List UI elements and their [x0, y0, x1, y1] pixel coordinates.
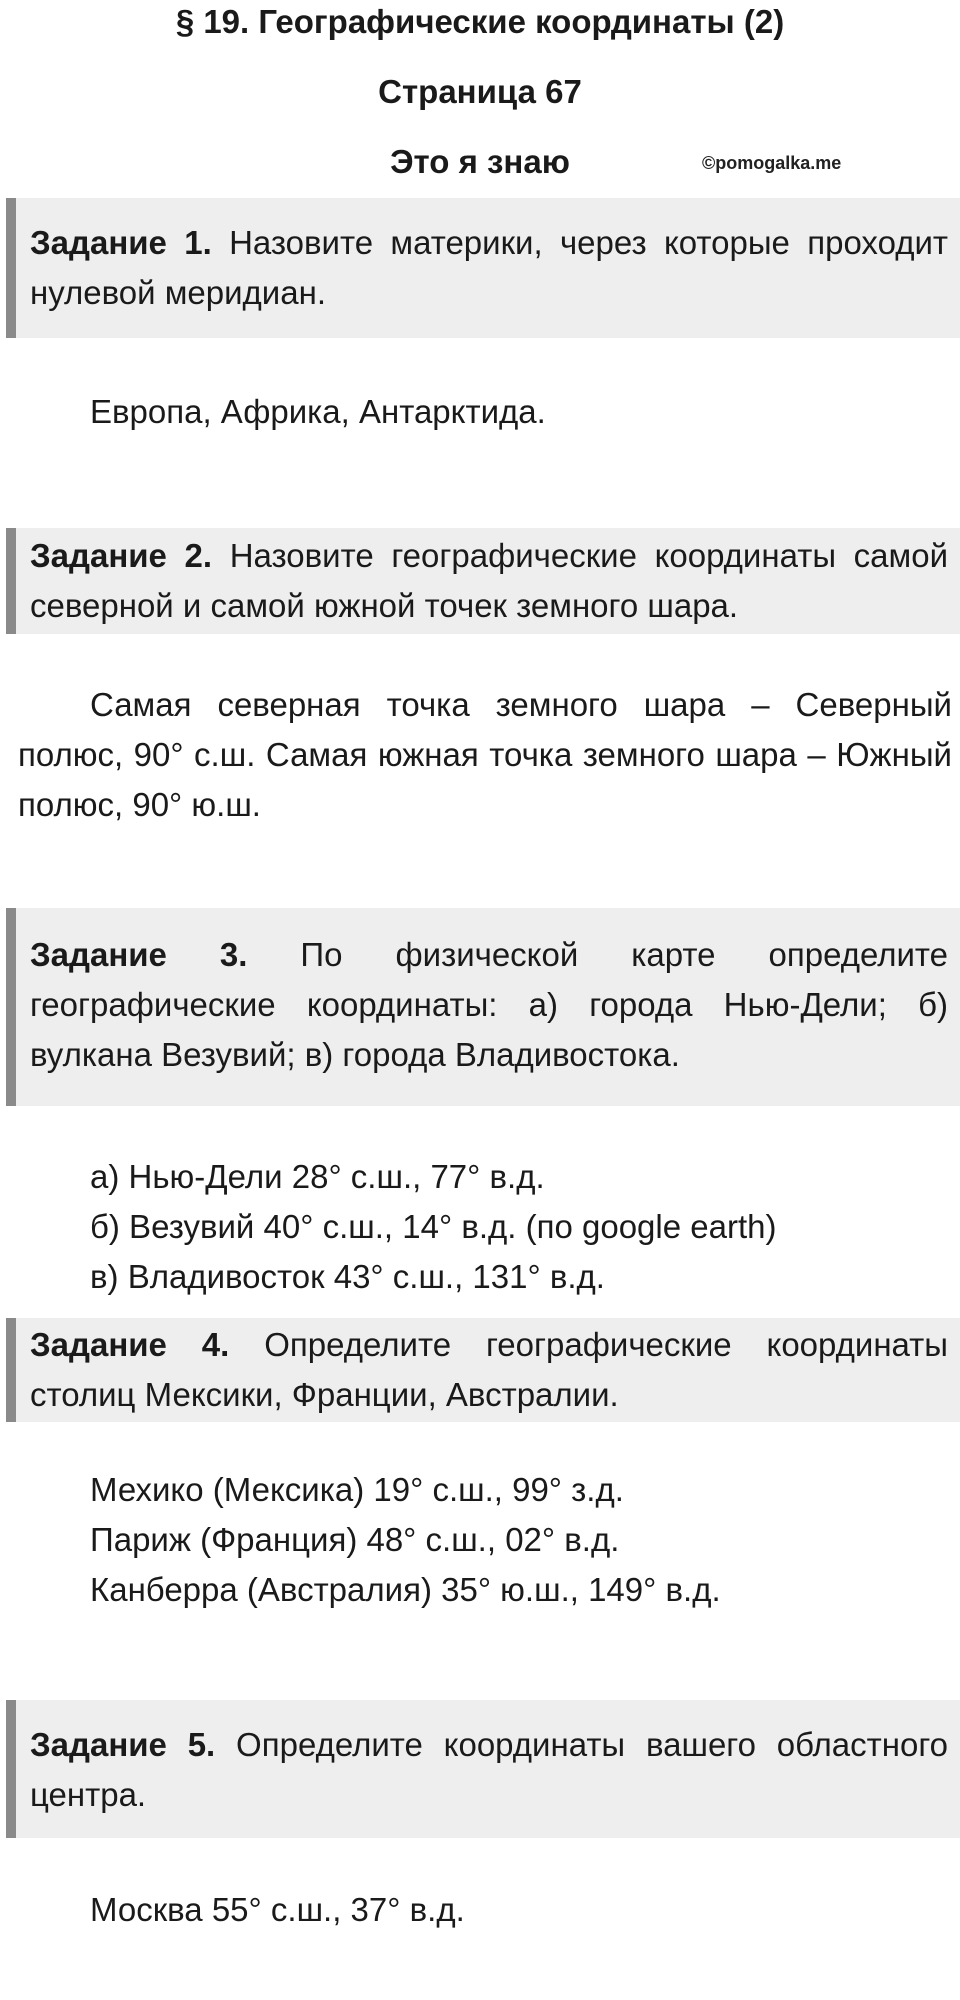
task-2-question: Назовите географические координаты самой северной и самой южной точек земного шара.: [30, 537, 949, 624]
answer-line: б) Везувий 40° с.ш., 14° в.д. (по google earth): [90, 1208, 777, 1245]
task-1-answer: [18, 387, 952, 437]
answer-line: Москва 55° с.ш., 37° в.д.: [90, 1891, 465, 1928]
task-2-box: [6, 528, 960, 634]
task-4-answer: [18, 1465, 952, 1615]
task-4-label: Задание 4.: [30, 1326, 230, 1363]
task-2-answer: Самая северная точка земного шара – Северный полюс, 90° с.ш. Самая южная точка земного шара – Южный полюс, 90° ю.ш.: [18, 686, 952, 823]
task-1-box: [6, 198, 960, 338]
task-5-box: [6, 1700, 960, 1838]
task-2-label: Задание 2.: [30, 537, 213, 574]
task-5-label: Задание 5.: [30, 1726, 216, 1763]
task-4-question: Определите географические координаты столиц Мексики, Франции, Австралии.: [30, 1326, 949, 1413]
task-1-label: Задание 1.: [30, 224, 212, 261]
answer-line: в) Владивосток 43° с.ш., 131° в.д.: [90, 1258, 605, 1295]
page-label: Страница 67: [378, 73, 582, 110]
answer-line: Мехико (Мексика) 19° с.ш., 99° з.д.: [90, 1471, 624, 1508]
task-3-box: [6, 908, 960, 1106]
answer-line: Париж (Франция) 48° с.ш., 02° в.д.: [90, 1521, 620, 1558]
answer-line: Европа, Африка, Антарктида.: [90, 393, 546, 430]
task-3-question: По физической карте определите географические координаты: а) города Нью-Дели; б) вулкана Везувий; в) города Владивостока.: [30, 936, 949, 1073]
task-3-answer: [18, 1152, 952, 1302]
answer-line: а) Нью-Дели 28° с.ш., 77° в.д.: [90, 1158, 545, 1195]
task-1-question: Назовите материки, через которые проходит нулевой меридиан.: [30, 224, 948, 311]
section-title: § 19. Географические координаты (2): [175, 3, 785, 40]
answer-line: Канберра (Австралия) 35° ю.ш., 149° в.д.: [90, 1571, 721, 1608]
task-4-box: [6, 1318, 960, 1422]
watermark: ©pomogalka.me: [702, 153, 842, 173]
task-3-label: Задание 3.: [30, 936, 248, 973]
subtitle: Это я знаю: [390, 143, 570, 180]
task-5-question: Определите координаты вашего областного центра.: [30, 1726, 948, 1813]
task-5-answer: [18, 1885, 952, 1935]
